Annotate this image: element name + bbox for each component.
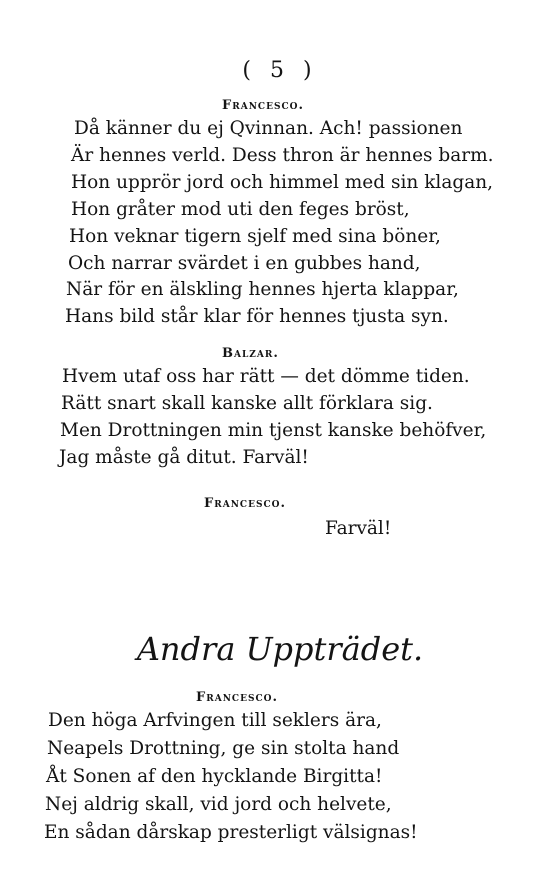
verse-line: När för en älskling hennes hjerta klappar, (66, 279, 459, 300)
page-number: ( 5 ) (242, 58, 318, 83)
verse-line: Åt Sonen af den hycklande Birgitta! (46, 766, 383, 787)
verse-line: Nej aldrig skall, vid jord och helvete, (45, 794, 392, 815)
speaker-name: Francesco. (222, 98, 304, 113)
verse-line: Men Drottningen min tjenst kanske behöfver, (60, 420, 487, 441)
speaker-name: Francesco. (204, 496, 286, 511)
verse-line: Hvem utaf oss har rätt — det dömme tiden. (62, 366, 470, 387)
verse-line: Den höga Arfvingen till seklers ära, (48, 710, 382, 731)
verse-line: Är hennes verld. Dess thron är hennes barm. (71, 145, 494, 166)
verse-line: Hon gråter mod uti den feges bröst, (71, 199, 410, 220)
verse-line: Jag måste gå ditut. Farväl! (59, 447, 309, 468)
verse-line: Hans bild står klar för hennes tjusta syn. (65, 306, 449, 327)
verse-line: Farväl! (325, 518, 392, 539)
verse-line: En sådan dårskap presterligt välsignas! (44, 822, 418, 843)
verse-line: Och narrar svärdet i en gubbes hand, (68, 253, 421, 274)
speaker-name: Francesco. (196, 690, 278, 705)
verse-line: Neapels Drottning, ge sin stolta hand (47, 738, 400, 759)
verse-line: Hon veknar tigern sjelf med sina böner, (69, 226, 441, 247)
verse-line: Hon upprör jord och himmel med sin klagan, (71, 172, 494, 193)
verse-line: Då känner du ej Qvinnan. Ach! passionen (74, 118, 463, 139)
scene-title: Andra Uppträdet. (136, 630, 424, 668)
verse-line: Rätt snart skall kanske allt förklara sig. (61, 393, 433, 414)
speaker-name: Balzar. (222, 346, 279, 361)
